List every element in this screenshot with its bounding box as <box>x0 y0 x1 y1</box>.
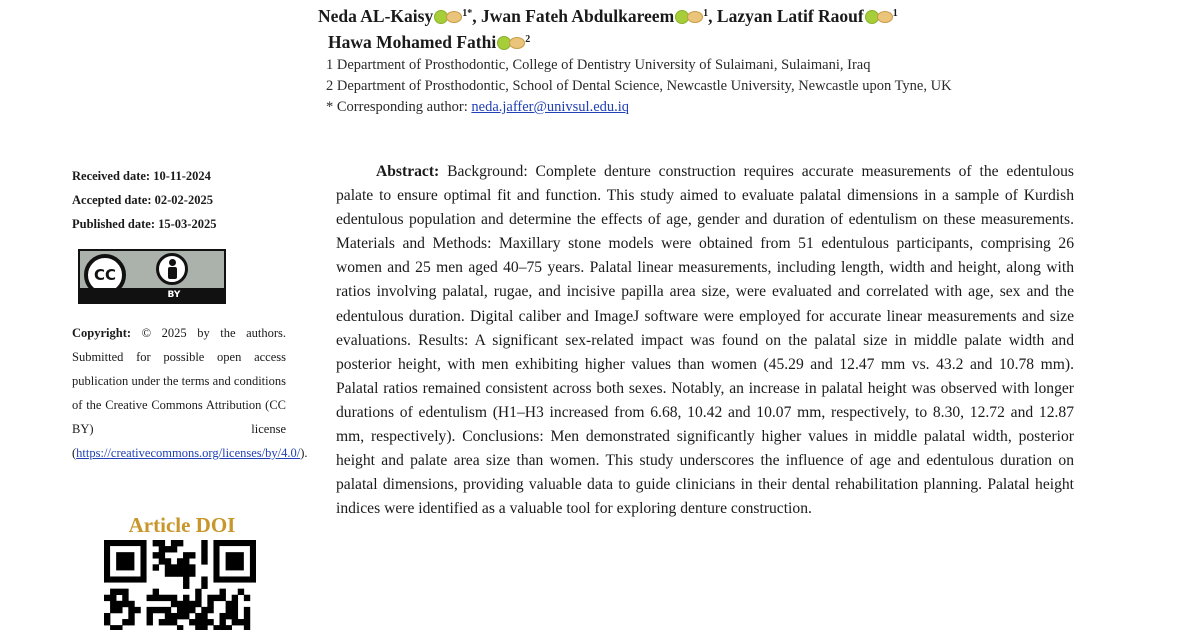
qr-module <box>165 595 171 601</box>
qr-module <box>104 613 110 619</box>
qr-module <box>183 601 189 607</box>
qr-module <box>232 595 238 601</box>
corresponding-email-link[interactable]: neda.jaffer@univsul.edu.iq <box>471 99 630 115</box>
article-doi-title: Article DOI <box>128 513 236 537</box>
qr-module <box>147 595 153 601</box>
qr-module <box>220 619 226 625</box>
badge-footer-bar <box>80 288 224 302</box>
qr-module <box>177 613 183 619</box>
qr-module <box>159 607 165 613</box>
affiliation-mark: 1 <box>892 8 898 19</box>
qr-module <box>177 564 183 570</box>
qr-module <box>147 619 153 625</box>
qr-module <box>165 619 171 625</box>
author-line-1 <box>318 2 1078 28</box>
qr-module <box>238 589 244 595</box>
qr-module <box>220 589 226 595</box>
qr-module <box>213 595 219 601</box>
qr-module <box>189 564 195 570</box>
qr-module <box>177 558 183 564</box>
copyright-text: © 2025 by the authors. Submitted for possible open access publication under the terms and conditions of the Creative Commons Attribution (CC BY) license ( <box>72 326 286 460</box>
qr-module <box>183 595 189 601</box>
qr-module <box>195 601 201 607</box>
author-list <box>318 2 1078 54</box>
qr-module <box>159 558 165 564</box>
author-line-2 <box>318 28 1078 54</box>
qr-module <box>195 613 201 619</box>
qr-module <box>104 595 110 601</box>
qr-module <box>159 552 165 558</box>
copyright-notice <box>72 321 308 465</box>
qr-module <box>201 576 207 582</box>
qr-module <box>232 613 238 619</box>
qr-module <box>165 558 171 564</box>
qr-module <box>183 576 189 582</box>
qr-module <box>232 601 238 607</box>
affiliation-mark: 1 <box>703 8 709 19</box>
by-text: BY <box>167 290 181 300</box>
qr-module <box>171 595 177 601</box>
corresponding-label: * Corresponding author: <box>326 99 472 115</box>
abstract <box>336 160 1074 521</box>
qr-module <box>226 601 232 607</box>
published-date <box>72 212 288 236</box>
qr-module <box>201 583 207 589</box>
qr-module <box>183 564 189 570</box>
qr-module <box>128 607 134 613</box>
qr-module <box>201 540 207 546</box>
qr-code-graphic <box>104 540 256 630</box>
qr-module <box>201 619 207 625</box>
qr-module <box>128 613 134 619</box>
qr-module <box>159 619 165 625</box>
qr-module <box>153 595 159 601</box>
qr-module <box>134 607 140 613</box>
qr-module <box>165 607 171 613</box>
qr-module <box>171 619 177 625</box>
affiliation-2: 2 Department of Prosthodontic, School of Dental Science, Newcastle University, Newcastle upon Tyne, UK <box>326 78 952 94</box>
qr-module <box>189 570 195 576</box>
qr-module <box>195 595 201 601</box>
person-head <box>169 259 176 266</box>
copyright-label: Copyright: <box>72 326 132 340</box>
qr-module <box>195 589 201 595</box>
qr-module <box>171 540 177 546</box>
qr-module <box>183 607 189 613</box>
qr-module <box>153 589 159 595</box>
qr-module <box>244 613 250 619</box>
doi-qr-code[interactable] <box>104 540 256 630</box>
qr-module <box>159 540 165 546</box>
qr-module <box>232 607 238 613</box>
author-name: Neda AL-Kaisy <box>318 6 434 26</box>
accepted-date <box>72 188 288 212</box>
qr-module <box>189 619 195 625</box>
qr-module <box>165 570 171 576</box>
qr-module <box>220 595 226 601</box>
date-label: Accepted date: <box>72 193 152 207</box>
qr-module <box>110 595 116 601</box>
qr-module <box>159 595 165 601</box>
qr-module <box>122 595 128 601</box>
qr-module <box>128 601 134 607</box>
qr-module <box>232 619 238 625</box>
qr-module <box>165 546 171 552</box>
qr-module <box>153 540 159 546</box>
qr-module <box>171 564 177 570</box>
publication-dates <box>72 164 288 236</box>
qr-module <box>189 552 195 558</box>
qr-module <box>220 613 226 619</box>
qr-module <box>183 613 189 619</box>
author-name: , Lazyan Latif Raouf <box>708 6 864 26</box>
qr-module <box>177 607 183 613</box>
attribution-icon <box>156 253 188 285</box>
email-icon[interactable] <box>446 11 462 23</box>
qr-module <box>177 570 183 576</box>
qr-module <box>165 564 171 570</box>
author-name: Hawa Mohamed Fathi <box>328 32 497 52</box>
date-value: 15-03-2025 <box>158 217 217 231</box>
date-label: Received date: <box>72 169 151 183</box>
copyright-end: ). <box>300 446 308 460</box>
qr-module <box>104 619 110 625</box>
qr-module <box>165 613 171 619</box>
qr-module <box>171 570 177 576</box>
qr-module <box>171 546 177 552</box>
qr-module <box>128 619 134 625</box>
qr-module <box>226 613 232 619</box>
qr-module <box>183 552 189 558</box>
qr-module <box>207 601 213 607</box>
qr-module <box>116 601 122 607</box>
received-date <box>72 164 288 188</box>
affiliations <box>326 55 1076 118</box>
qr-module <box>201 552 207 558</box>
qr-module <box>189 601 195 607</box>
email-icon[interactable] <box>877 11 893 23</box>
date-value: 02-02-2025 <box>154 193 213 207</box>
qr-module <box>159 546 165 552</box>
qr-module <box>147 613 153 619</box>
author-name: , Jwan Fateh Abdulkareem <box>472 6 675 26</box>
affiliation-mark: 1* <box>462 8 473 19</box>
qr-finder-inner <box>226 552 244 570</box>
qr-module <box>153 607 159 613</box>
corresponding-author <box>326 97 1076 118</box>
qr-module <box>207 619 213 625</box>
qr-module <box>177 540 183 546</box>
affiliation-1: 1 Department of Prosthodontic, College of Dentistry University of Sulaimani, Sulaimani, Iraq <box>326 57 871 73</box>
cc-text: CC <box>93 266 117 284</box>
qr-module <box>244 619 250 625</box>
qr-module <box>147 607 153 613</box>
qr-module <box>201 613 207 619</box>
qr-module <box>201 558 207 564</box>
email-icon[interactable] <box>509 37 525 49</box>
qr-module <box>183 583 189 589</box>
date-label: Published date: <box>72 217 156 231</box>
qr-module <box>122 619 128 625</box>
qr-module <box>183 570 189 576</box>
qr-module <box>153 552 159 558</box>
date-value: 10-11-2024 <box>153 169 211 183</box>
qr-module <box>171 601 177 607</box>
qr-module <box>244 607 250 613</box>
qr-module <box>110 601 116 607</box>
qr-module <box>201 546 207 552</box>
qr-module <box>116 607 122 613</box>
qr-module <box>244 595 250 601</box>
license-link[interactable]: https://creativecommons.org/licenses/by/4.0/ <box>76 446 301 460</box>
qr-module <box>189 607 195 613</box>
qr-module <box>153 564 159 570</box>
qr-module <box>195 619 201 625</box>
abstract-label: Abstract: <box>376 163 440 180</box>
qr-module <box>116 589 122 595</box>
qr-finder-inner <box>116 552 134 570</box>
email-icon[interactable] <box>687 11 703 23</box>
qr-module <box>183 558 189 564</box>
qr-module <box>238 619 244 625</box>
qr-module <box>207 595 213 601</box>
qr-module <box>226 607 232 613</box>
affiliation-mark: 2 <box>525 34 531 45</box>
qr-module <box>171 613 177 619</box>
qr-module <box>122 601 128 607</box>
qr-module <box>110 589 116 595</box>
cc-by-license-badge[interactable] <box>78 249 226 304</box>
qr-module <box>177 601 183 607</box>
qr-module <box>110 607 116 613</box>
abstract-text: Background: Complete denture construction requires accurate measurements of the edentulous palate to ensure optimal fit and function. This study aimed to evaluate palatal dimensions in a sample of Kurdish edentulous population and determine the effects of age, gender and duration of edentulism on these measurements. Materials and Methods: Maxillary stone models were obtained from 51 edentulous participants, comprising 26 women and 25 men aged 40–75 years. Palatal linear measurements, including length, width and height, along with ratios involving palatal, rugae, and incisive papilla area size, were evaluated and correlated with age, sex and the edentulous duration. Digital caliber and ImageJ software were employed for accurate linear measurements and size evaluations. Results: A significant sex-related impact was found on the palatal size in middle palate width and posterior height, with men exhibiting higher values than women (45.29 and 12.47 mm vs. 43.2 and 10.78 mm). Palatal ratios remained consistent across both sexes. Notably, an increase in palatal height was observed with longer durations of edentulism (H1–H3 increased from 6.68, 10.42 and 10.07 mm, respectively, to 8.30, 12.72 and 12.87 mm, respectively). Conclusions: Men demonstrated significantly higher values in middle palatal width, posterior height and palate area size than women. This study underscores the influence of age and edentulous duration on palatal dimensions, providing valuable data to guide clinicians in their dental rehabilitation planning. Palatal height indices were identified as a valuable tool for exploring denture construction. <box>336 163 1074 518</box>
qr-module <box>201 607 207 613</box>
person-body <box>168 267 177 279</box>
qr-module <box>122 589 128 595</box>
qr-module <box>207 607 213 613</box>
